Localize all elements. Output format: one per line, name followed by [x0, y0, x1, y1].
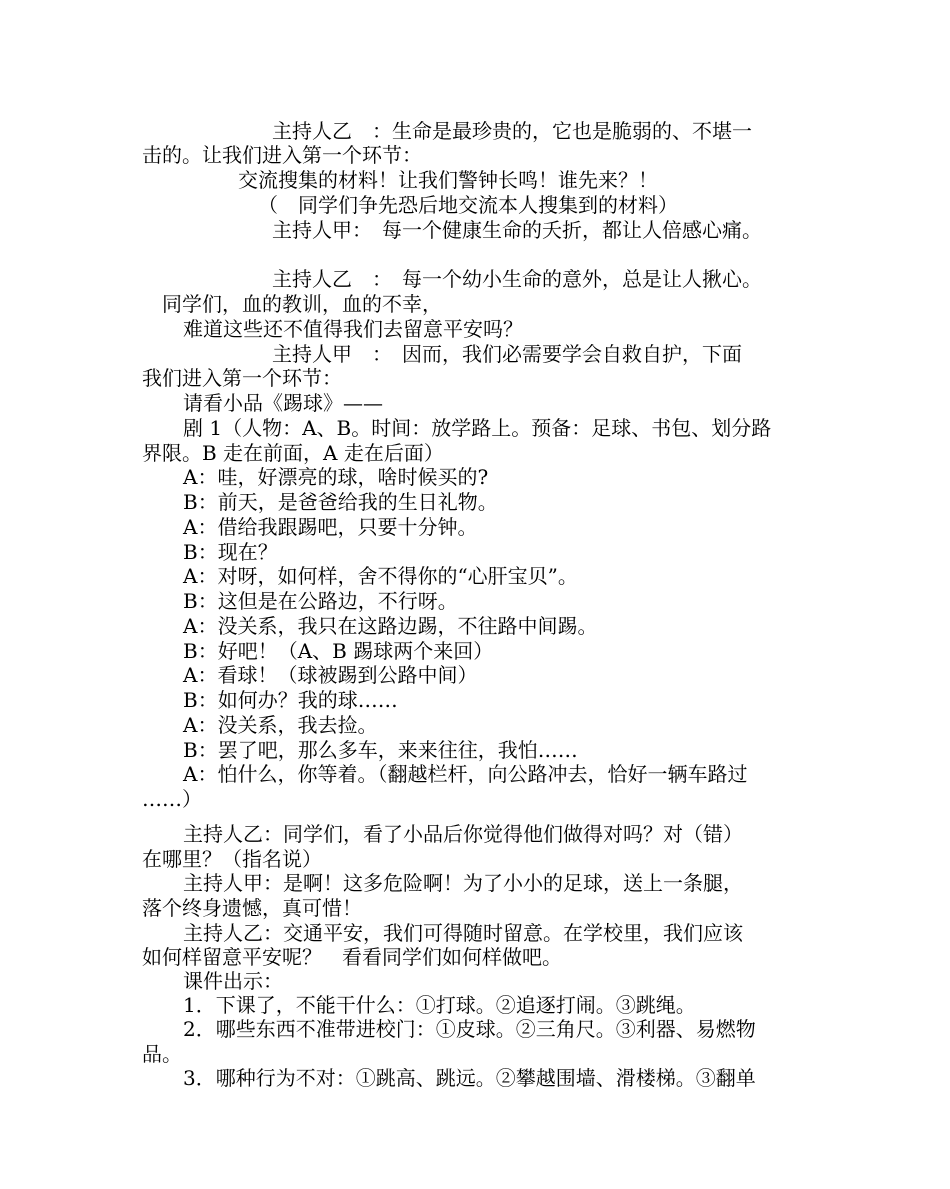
text-line: 主持人乙：同学们，看了小品后你觉得他们做得对吗？对（错） [183, 822, 743, 846]
text-line: 主持人甲：是啊！这多危险啊！为了小小的足球，送上一条腿， [183, 871, 743, 895]
text-line: 在哪里？（指名说） [142, 847, 322, 871]
text-line: B：好吧！（A、B 踢球两个来回） [183, 639, 494, 663]
text-line: A：借给我跟踢吧，只要十分钟。 [183, 515, 478, 539]
text-line: 主持人乙 ： 每一个幼小生命的意外，总是让人揪心。 [272, 267, 762, 291]
text-line: 我们进入第一个环节： [142, 366, 342, 390]
text-line: 2．哪些东西不准带进校门：①皮球。②三角尺。③利器、易燃物 [183, 1017, 756, 1041]
text-line: 落个终身遗憾，真可惜！ [142, 896, 362, 920]
text-line: 1．下课了，不能干什么：①打球。②追逐打闹。③跳绳。 [183, 993, 696, 1017]
text-line: B：如何办？我的球…… [183, 688, 398, 712]
text-line: A：哇，好漂亮的球，啥时候买的? [183, 465, 489, 489]
text-line: ……） [142, 787, 202, 811]
text-line: 主持人乙 ：生命是最珍贵的，它也是脆弱的、不堪一 [272, 119, 752, 143]
text-line: A：没关系，我只在这路边踢，不往路中间踢。 [183, 614, 598, 638]
text-line: 界限。B 走在前面，A 走在后面） [142, 441, 444, 465]
text-line: A：看球！（球被踢到公路中间） [183, 663, 478, 687]
text-line: B：这但是在公路边，不行呀。 [183, 589, 458, 613]
text-line: 交流搜集的材料！让我们警钟长鸣！谁先来？！ [238, 168, 658, 192]
text-line: 品。 [142, 1042, 182, 1066]
text-line: 主持人甲： 每一个健康生命的夭折，都让人倍感心痛。 [272, 218, 762, 242]
text-line: 3．哪种行为不对：①跳高、跳远。②攀越围墙、滑楼梯。③翻单 [183, 1066, 756, 1090]
text-line: 主持人甲 ： 因而，我们必需要学会自救自护，下面 [272, 342, 742, 366]
text-line: 如何样留意平安呢？ 看看同学们如何样做吧。 [142, 945, 562, 969]
text-line: A：没关系，我去捡。 [183, 713, 378, 737]
text-line: 难道这些还不值得我们去留意平安吗？ [183, 317, 523, 341]
text-line: 剧 1（人物：A、B。时间：放学路上。预备：足球、书包、划分路 [183, 416, 772, 440]
text-line: 击的。让我们进入第一个环节： [142, 143, 422, 167]
text-line: A：怕什么，你等着。（翻越栏杆，向公路冲去，恰好一辆车路过 [183, 762, 748, 786]
text-line: B：前天，是爸爸给我的生日礼物。 [183, 490, 498, 514]
text-line: B：现在？ [183, 540, 278, 564]
text-line: 课件出示： [183, 969, 283, 993]
text-line: （ 同学们争先恐后地交流本人搜集到的材料） [258, 193, 678, 217]
text-line: B：罢了吧，那么多车，来来往往，我怕…… [183, 738, 578, 762]
text-line: 同学们，血的教训，血的不幸， [162, 292, 442, 316]
text-line: 主持人乙：交通平安，我们可得随时留意。在学校里，我们应该 [183, 921, 743, 945]
text-line: 请看小品《踢球》—— [183, 391, 383, 415]
text-line: A：对呀，如何样，舍不得你的“心肝宝贝”。 [183, 564, 578, 588]
